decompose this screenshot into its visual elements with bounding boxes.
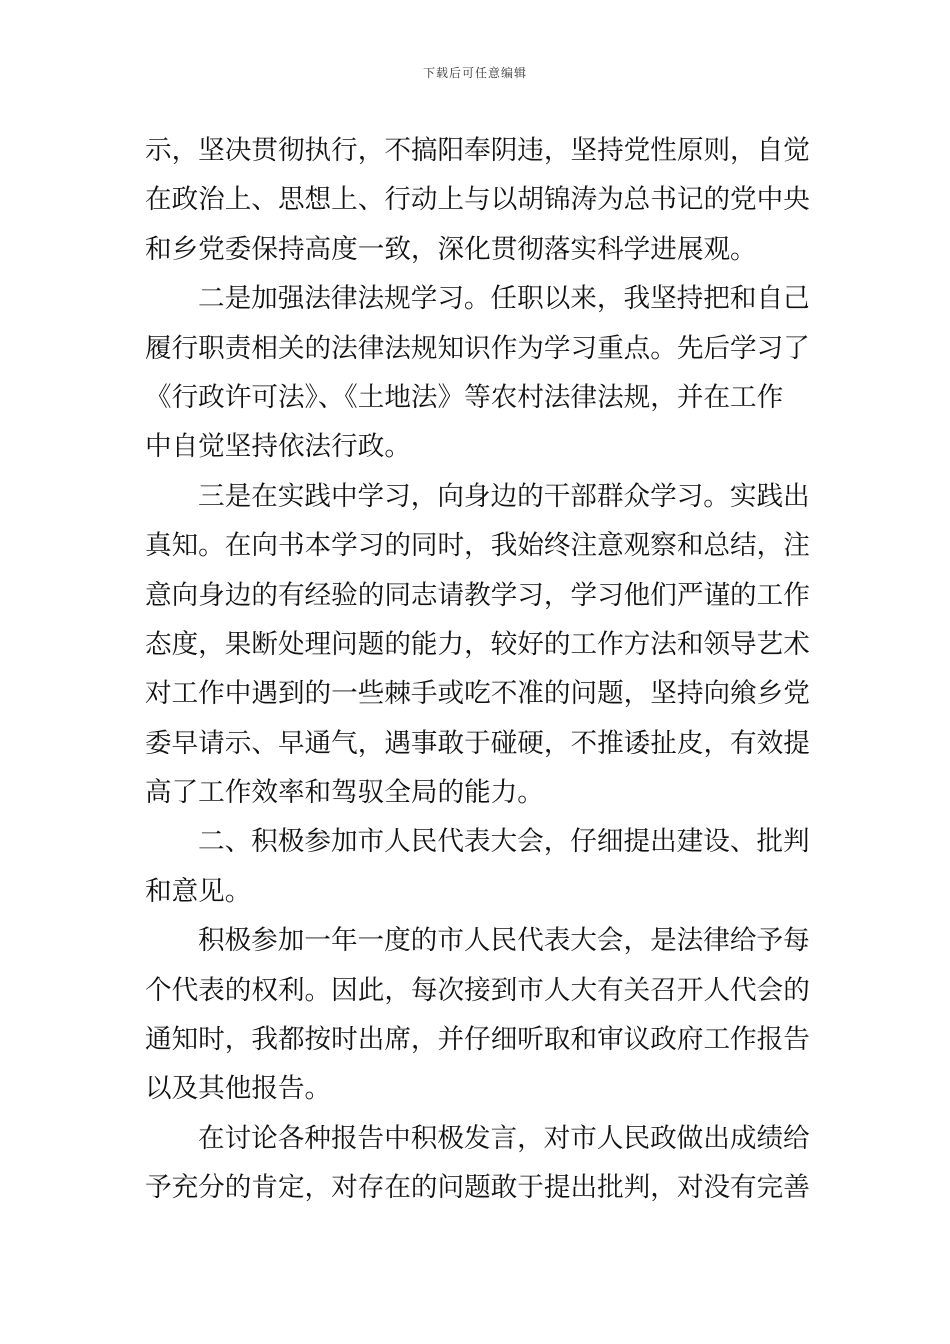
text-line: 真知。在向书本学习的同时，我始终注意观察和总结，注 — [145, 530, 810, 562]
paragraph-first-line: 二是加强法律法规学习。任职以来，我坚持把和自己 — [198, 283, 810, 315]
text-line: 予充分的肯定，对存在的问题敢于提出批判，对没有完善 — [145, 1172, 810, 1204]
text-line: 《行政许可法》、《土地法》等农村法律法规，并在工作 — [145, 381, 784, 413]
paragraph-first-line: 积极参加一年一度的市人民代表大会，是法律给予每 — [198, 925, 810, 957]
document-body — [145, 126, 810, 1213]
text-line: 和意见。 — [145, 875, 252, 907]
text-line: 个代表的权利。因此，每次接到市人大有关召开人代会的 — [145, 974, 810, 1006]
text-line: 对工作中遇到的一些棘手或吃不准的问题，坚持向飨乡党 — [145, 678, 810, 710]
text-line: 在政治上、思想上、行动上与以胡锦涛为总书记的党中央 — [145, 184, 810, 216]
paragraph-first-line: 三是在实践中学习，向身边的干部群众学习。实践出 — [198, 480, 810, 512]
text-line: 通知时，我都按时出席，并仔细听取和审议政府工作报告 — [145, 1024, 810, 1056]
text-line: 中自觉坚持依法行政。 — [145, 431, 411, 463]
text-line: 和乡党委保持高度一致，深化贯彻落实科学进展观。 — [145, 233, 757, 265]
text-line: 履行职责相关的法律法规知识作为学习重点。先后学习了 — [145, 332, 810, 364]
text-line: 高了工作效率和驾驭全局的能力。 — [145, 777, 544, 809]
paragraph-first-line: 在讨论各种报告中积极发言，对市人民政做出成绩给 — [198, 1122, 810, 1154]
text-line: 示，坚决贯彻执行，不搞阳奉阴违，坚持党性原则，自觉 — [145, 135, 810, 166]
page-header: 下载后可任意编辑 — [422, 66, 527, 80]
text-line: 以及其他报告。 — [145, 1073, 332, 1105]
section-heading: 二、积极参加市人民代表大会，仔细提出建设、批判 — [198, 826, 810, 858]
text-line: 委早请示、早通气，遇事敢于碰硬，不推诿扯皮，有效提 — [145, 727, 810, 759]
text-line: 意向身边的有经验的同志请教学习，学习他们严谨的工作 — [145, 579, 810, 611]
text-line: 态度，果断处理问题的能力，较好的工作方法和领导艺术 — [145, 628, 810, 660]
